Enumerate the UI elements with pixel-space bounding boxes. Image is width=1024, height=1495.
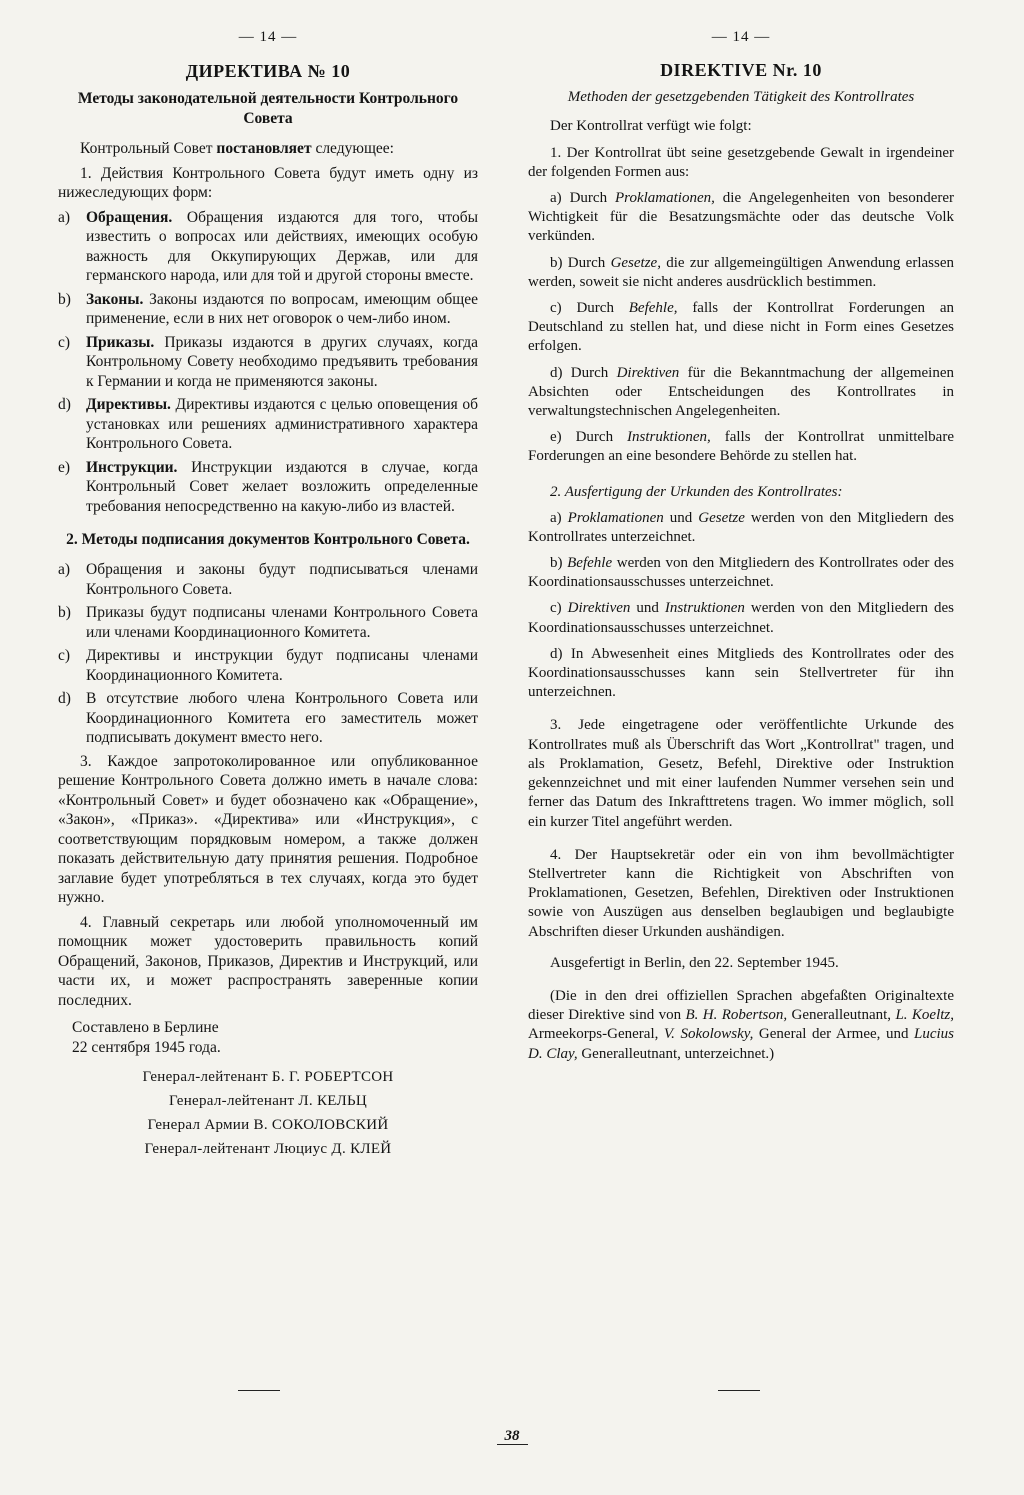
- section-3-paragraph: 3. Каждое запротоколированное или опубликованное решение Контрольного Совета должно иметь в начале слова: «Контрольный Совет» и будет обозначено как «Обращение», «Закон», «Приказ». «Директива» или «Инструкция», с соответствующим порядковым номером, а также должен показать действительную дату принятия решения. Подробное заглавие будет употребляться в тех случаях, когда это будет нужно.: [58, 752, 478, 906]
- list-item: a) Обращения. Обращения издаются для того, чтобы известить о вопросах или действиях, имеющих особую важность для Оккупирующих Держав, или для германского народа, или для той и другой стороны вместе.: [58, 208, 478, 284]
- translation-note: (Die in den drei offiziellen Sprachen abgefaßten Originaltexte dieser Direktive sind von B. H. Robertson, Generalleutnant, L. Koeltz, Armeekorps-General, V. Sokolowsky, General der Armee, und Lucius D. Clay, Generalleutnant, unterzeichnet.): [528, 987, 955, 1062]
- list-item: e) Durch Instruktionen, falls der Kontrollrat unmittelbare Forderungen an eine besondere Behörde zu stellen hat.: [528, 429, 954, 465]
- list-item: c) Direktiven und Instruktionen werden von den Mitgliedern des Koordinationsausschusses unterzeichnet.: [528, 600, 955, 636]
- list-item: b) Приказы будут подписаны членами Контрольного Совета или членами Координационного Комитета.: [58, 604, 478, 641]
- intro-paragraph: Контрольный Совет постановляет следующее:: [80, 140, 394, 157]
- section-3-paragraph: 3. Jede eingetragene oder veröffentlichte Urkunde des Kontrollrates muß als Überschrift das Wort „Kontrollrat" tragen, und als Proklamation, Gesetz, Befehl, Direktive oder Instruktion gekennzeichnet und mit einer laufenden Nummer versehen sein und ferner das Datum des Inkrafttretens tragen. Wo immer möglich, soll ein kurzer Titel angeführt werden.: [528, 717, 954, 830]
- list-item: b) Befehle werden von den Mitgliedern des Kontrollrates oder des Koordinationsausschusses unterzeichnet.: [528, 555, 954, 591]
- signature-line: Генерал Армии В. СОКОЛОВСКИЙ: [147, 1117, 389, 1133]
- done-statement: Ausgefertigt in Berlin, den 22. September 1945.: [550, 954, 839, 971]
- list-item: d) Директивы. Директивы издаются с целью оповещения об установках или решениях административного характера Контрольного Совета.: [58, 396, 478, 452]
- list-item: a) Обращения и законы будут подписываться членами Контрольного Совета.: [58, 561, 478, 598]
- done-statement: Составлено в Берлине 22 сентября 1945 года.: [72, 1019, 221, 1056]
- list-item: a) Durch Proklamationen, die Angelegenheiten von besonderer Wichtigkeit für die Besatzungsmächte oder das deutsche Volk verkünden.: [528, 190, 955, 245]
- divider-rule: [718, 1390, 760, 1391]
- signature-line: Генерал-лейтенант Б. Г. РОБЕРТСОН: [142, 1069, 394, 1085]
- list-item: e) Инструкции. Инструкции издаются в случае, когда Контрольный Совет желает возложить определенные требования непосредственно на какую-либо из властей.: [58, 458, 478, 515]
- signature-line: Генерал-лейтенант Люциус Д. КЛЕЙ: [144, 1141, 392, 1157]
- section-1-intro: 1. Der Kontrollrat übt seine gesetzgebende Gewalt in irgendeiner der folgenden Formen aus:: [528, 144, 954, 180]
- section-4-paragraph: 4. Der Hauptsekretär oder ein von ihm bevollmächtigter Stellvertreter kann die Richtigkeit von Abschriften von Proklamationen, Gesetzen, Befehlen, Direktiven oder Instruktionen sowie von Auszügen aus denselben beglaubigen und beglaubigte Abschriften dieser Urkunden aushändigen.: [528, 846, 954, 940]
- footer-page-number-container: [0, 1428, 1024, 1445]
- list-item: b) Законы. Законы издаются по вопросам, имеющим общее применение, если в них нет оговорок о чем-либо ином.: [58, 290, 478, 327]
- intro-paragraph: Der Kontrollrat verfügt wie folgt:: [550, 118, 752, 135]
- divider-rule: [238, 1390, 280, 1391]
- list-item: d) В отсутствие любого члена Контрольного Совета или Координационного Комитета его заместитель может подписывать документ вместо него.: [58, 690, 478, 746]
- section-1-intro: 1. Действия Контрольного Совета будут иметь одну из нижеследующих форм:: [58, 164, 478, 201]
- list-item: a) Proklamationen und Gesetze werden von den Mitgliedern des Kontrollrates unterzeichnet.: [528, 509, 955, 545]
- german-column: [528, 28, 954, 1071]
- section-4-paragraph: 4. Главный секретарь или любой уполномоченный им помощник может удостоверить правильность копий Обращений, Законов, Приказов, Директив и Инструкций, или части их, и может распространять заверенные копии последних.: [58, 913, 478, 1009]
- signature-line: Генерал-лейтенант Л. КЕЛЬЦ: [168, 1093, 368, 1109]
- section-2-list: [58, 560, 478, 748]
- directive-subtitle: Методы законодательной деятельности Контрольного Совета: [77, 90, 459, 127]
- signature-block: [58, 1065, 478, 1161]
- list-item: c) Директивы и инструкции будут подписаны членами Координационного Комитета.: [58, 647, 478, 684]
- section-2-heading: 2. Ausfertigung der Urkunden des Kontrollrates:: [550, 483, 843, 500]
- russian-column: [58, 28, 478, 1161]
- section-2-heading: 2. Методы подписания документов Контрольного Совета.: [66, 531, 470, 548]
- section-1-list: [58, 208, 478, 517]
- list-item: c) Приказы. Приказы издаются в других случаях, когда Контрольному Совету необходимо предъявить требования к Германии и когда не применяются законы.: [58, 333, 478, 390]
- page-header-number: — 14 —: [238, 29, 298, 45]
- page-header-number: — 14 —: [711, 29, 771, 45]
- list-item: d) Durch Direktiven für die Bekanntmachung der allgemeinen Absichten oder Entscheidungen des Kontrollrates in verwaltungstechnischen Angelegenheiten.: [528, 364, 954, 420]
- list-item: c) Durch Befehle, falls der Kontrollrat Forderungen an Deutschland zu stellen hat, und diese nicht in Form eines Gesetzes erfolgen.: [528, 300, 954, 355]
- directive-subtitle: Methoden der gesetzgebenden Tätigkeit des Kontrollrates: [567, 89, 915, 106]
- directive-title: DIREKTIVE Nr. 10: [660, 60, 822, 81]
- directive-title: ДИРЕКТИВА № 10: [185, 60, 351, 81]
- list-item: b) Durch Gesetze, die zur allgemeingültigen Anwendung erlassen werden, soweit sie nicht anderes ausdrücklich bestimmen.: [528, 254, 954, 290]
- footer-page-number: 38: [497, 1428, 528, 1445]
- list-item: d) In Abwesenheit eines Mitglieds des Kontrollrates oder des Koordinationsausschusses kann sein Stellvertreter für ihn unterzeichnen.: [528, 645, 954, 701]
